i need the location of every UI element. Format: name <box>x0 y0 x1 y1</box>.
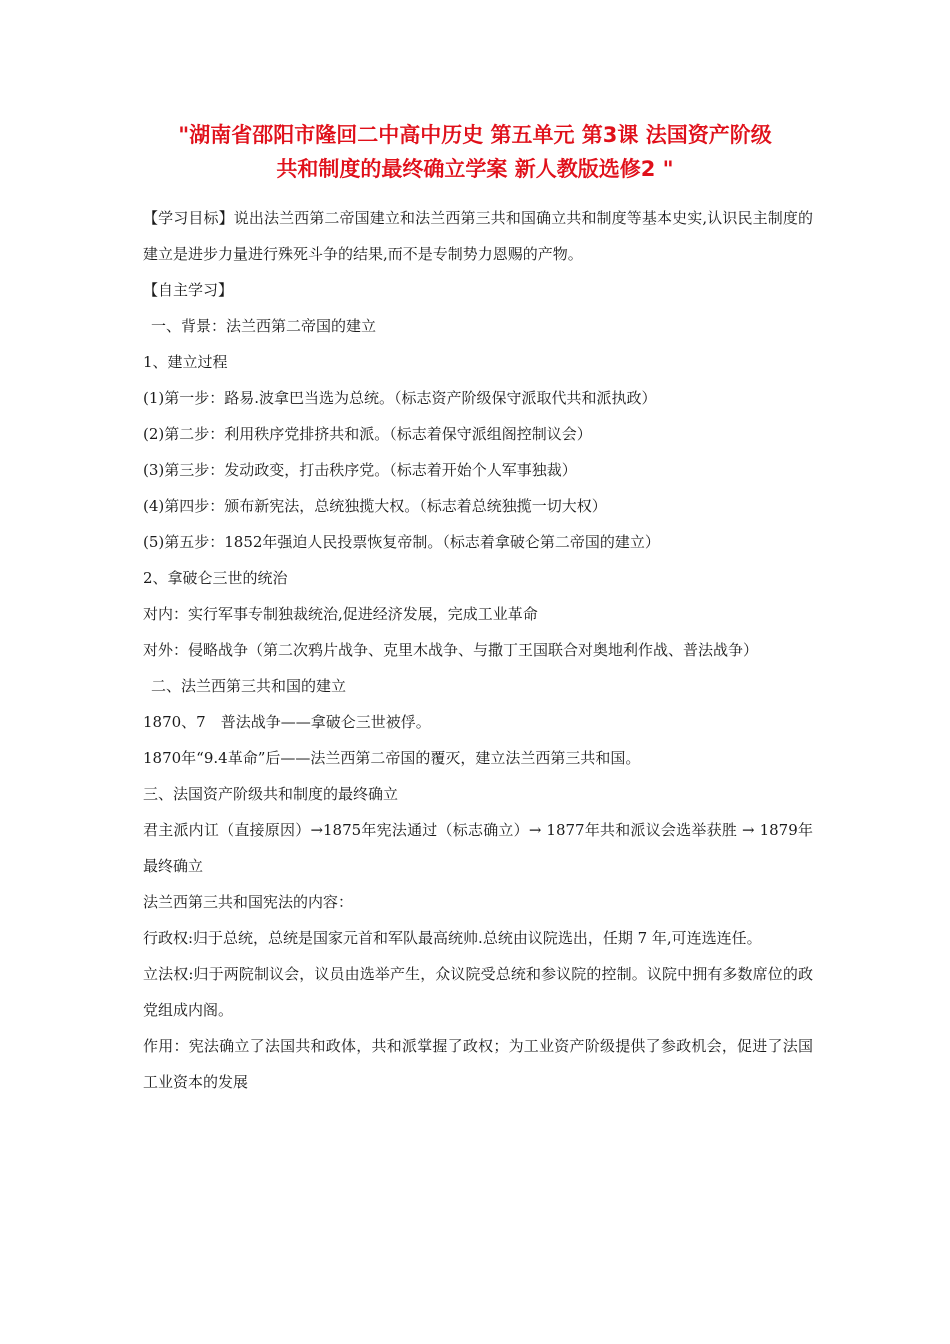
foreign-policy: 对外：侵略战争（第二次鸦片战争、克里木战争、与撒丁王国联合对奥地利作战、普法战争） <box>143 641 759 659</box>
step-3: (3)第三步：发动政变，打击秩序党。（标志着开始个人军事独裁） <box>143 461 577 479</box>
constitution-effect: 作用：宪法确立了法国共和政体，共和派掌握了政权；为工业资产阶级提供了参政机会，促进了法国工业资本的发展 <box>143 1037 813 1091</box>
step-5: (5)第五步：1852年强迫人民投票恢复帝制。（标志着拿破仑第二帝国的建立） <box>143 533 660 551</box>
document-body <box>143 200 813 1100</box>
learning-goal: 【学习目标】说出法兰西第二帝国建立和法兰西第三共和国确立共和制度等基本史实,认识民主制度的建立是进步力量进行殊死斗争的结果,而不是专制势力恩赐的产物。 <box>143 209 813 263</box>
legislative-power: 立法权:归于两院制议会，议员由选举产生，众议院受总统和参议院的控制。议院中拥有多数席位的政党组成内阁。 <box>143 965 813 1019</box>
step-2: (2)第二步：利用秩序党排挤共和派。（标志着保守派组阁控制议会） <box>143 425 592 443</box>
part2-heading: 二、法兰西第三共和国的建立 <box>151 677 347 695</box>
domestic-policy: 对内：实行军事专制独裁统治,促进经济发展，完成工业革命 <box>143 605 538 623</box>
title-line-1: "湖南省邵阳市隆回二中高中历史 第五单元 第3课 法国资产阶级 <box>178 123 772 147</box>
part2-line-1: 1870、7 普法战争——拿破仑三世被俘。 <box>143 713 431 731</box>
part1-sub2: 2、拿破仑三世的统治 <box>143 569 288 587</box>
self-study-heading: 【自主学习】 <box>143 281 234 299</box>
document-title <box>80 118 870 186</box>
part1-sub1: 1、建立过程 <box>143 353 228 371</box>
title-line-2: 共和制度的最终确立学案 新人教版选修2 " <box>276 157 674 181</box>
part2-line-2: 1870年“9.4革命”后——法兰西第二帝国的覆灭，建立法兰西第三共和国。 <box>143 749 641 767</box>
step-4: (4)第四步：颁布新宪法，总统独揽大权。（标志着总统独揽一切大权） <box>143 497 607 515</box>
executive-power: 行政权:归于总统，总统是国家元首和军队最高统帅.总统由议院选出，任期 7 年,可连选连任。 <box>143 929 762 947</box>
constitution-heading: 法兰西第三共和国宪法的内容： <box>143 893 354 911</box>
part3-heading: 三、法国资产阶级共和制度的最终确立 <box>143 785 399 803</box>
step-1: (1)第一步：路易.波拿巴当选为总统。（标志资产阶级保守派取代共和派执政） <box>143 389 657 407</box>
part1-heading: 一、背景：法兰西第二帝国的建立 <box>151 317 377 335</box>
establishment-process: 君主派内讧（直接原因）→1875年宪法通过（标志确立）→ 1877年共和派议会选举获胜 → 1879年最终确立 <box>143 821 813 875</box>
